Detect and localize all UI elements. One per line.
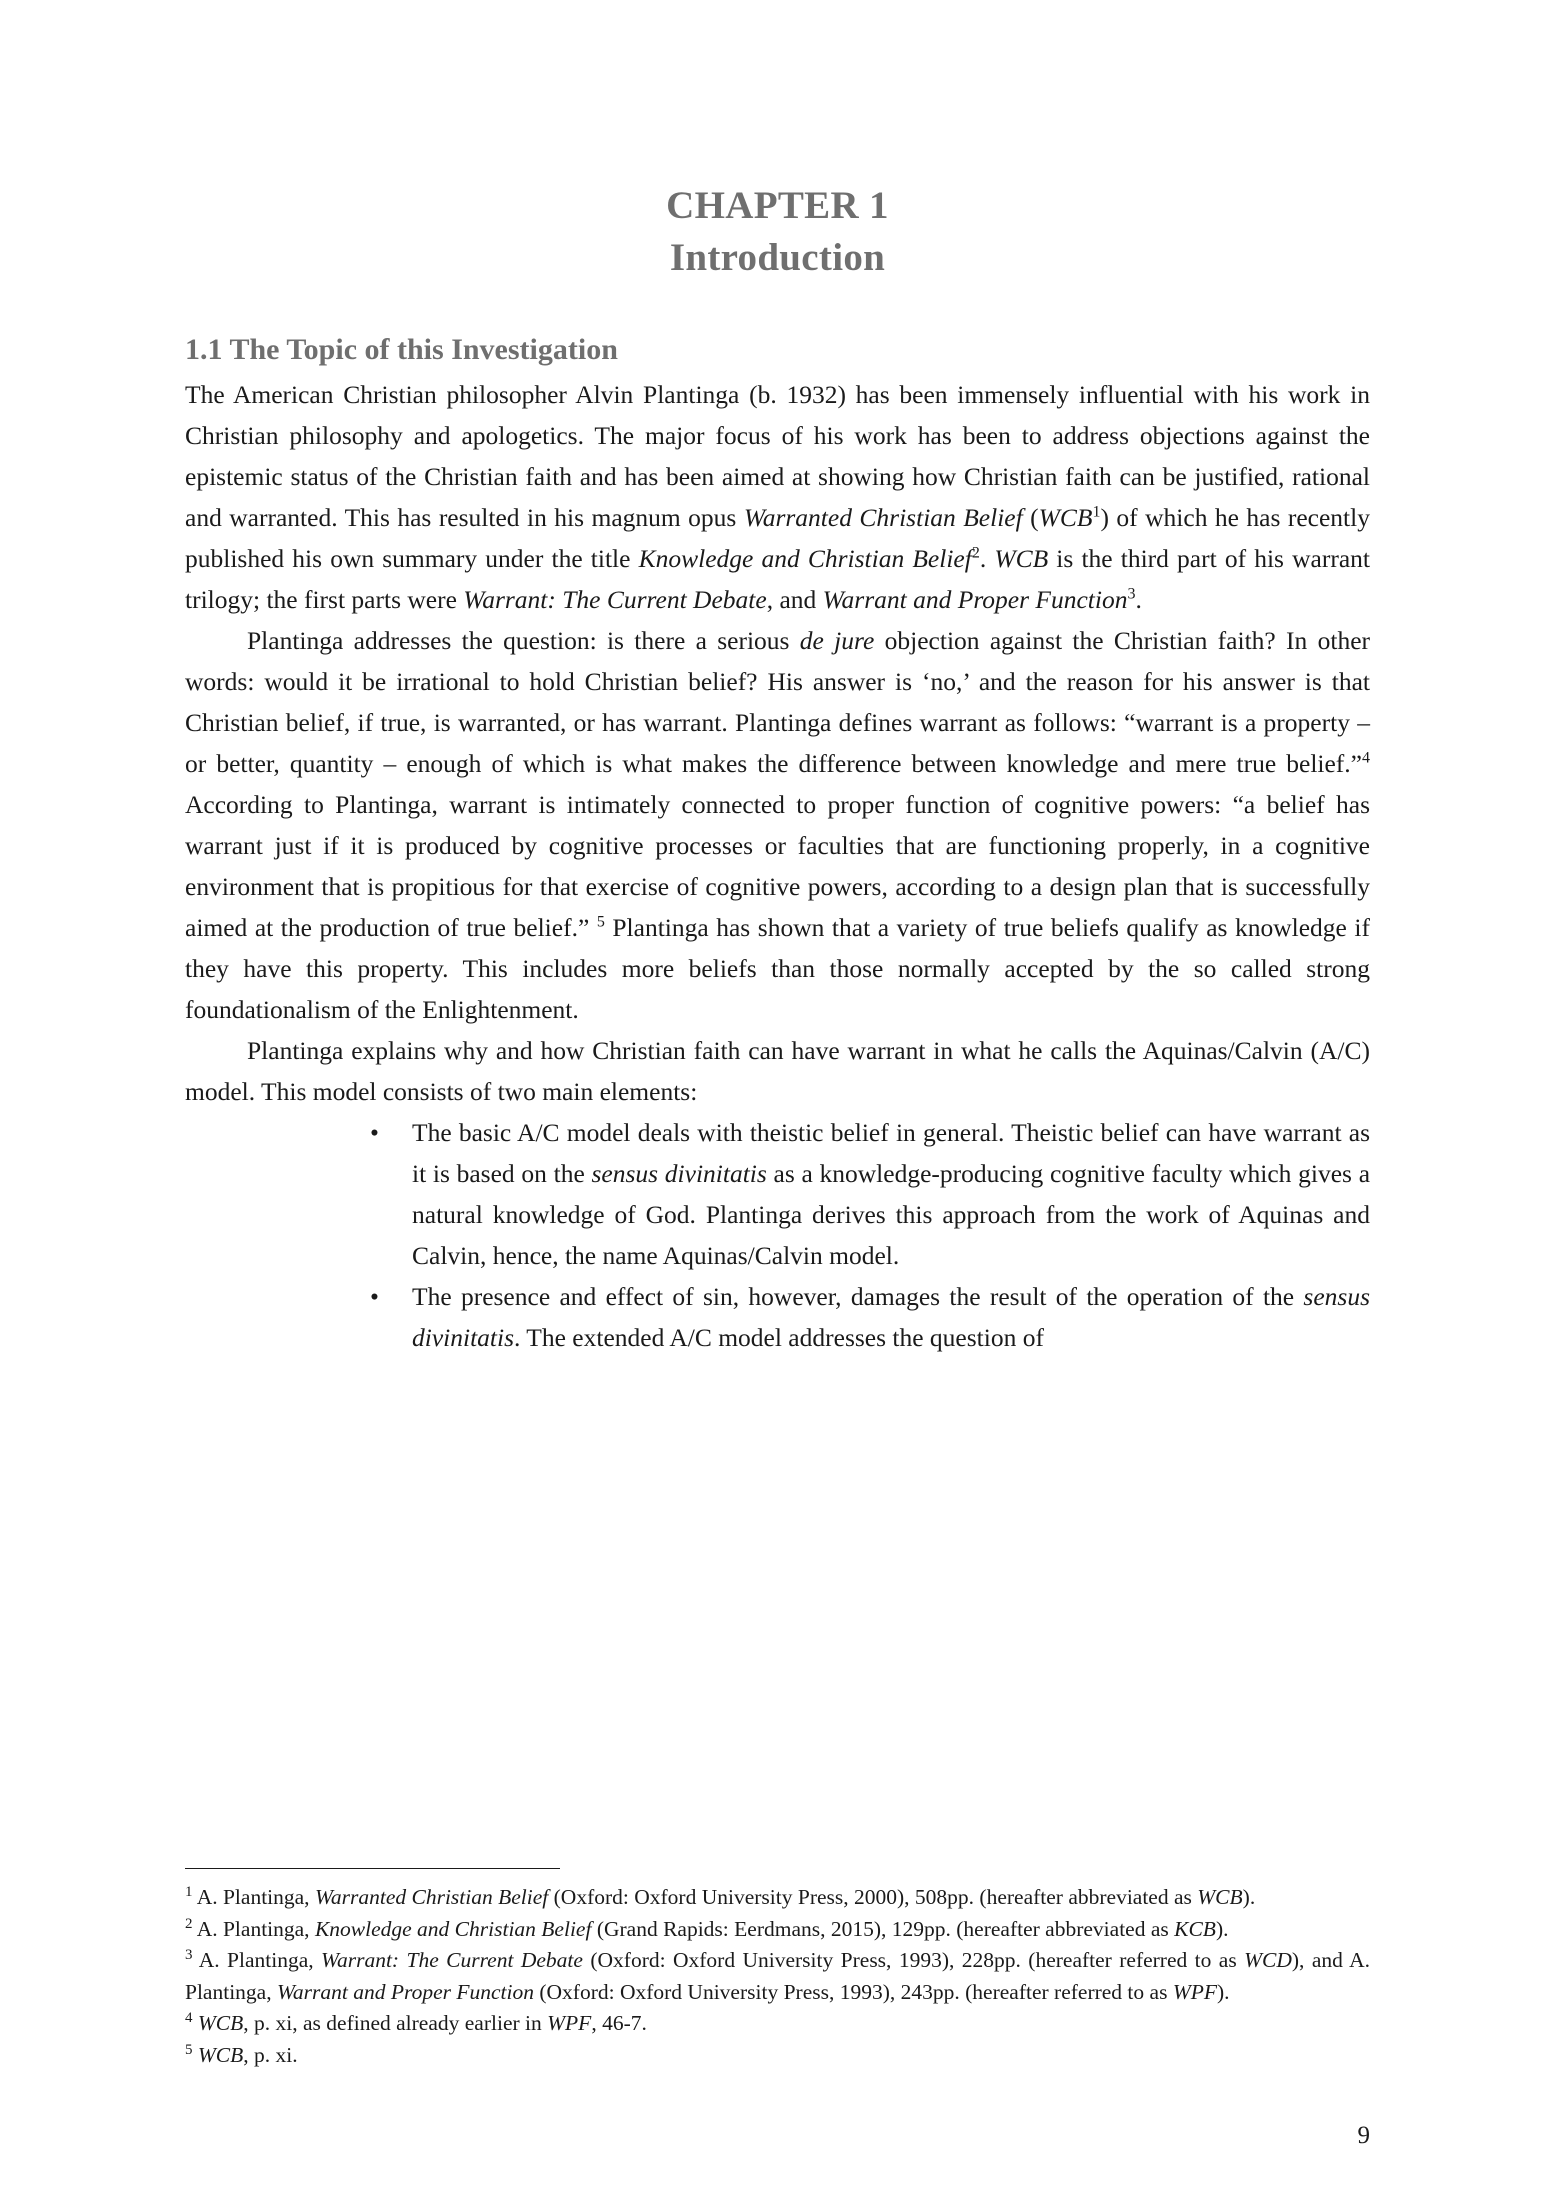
text-run: . The extended A/C model addresses the question of xyxy=(514,1323,1044,1352)
title-italic: Warranted Christian Belief xyxy=(314,1885,549,1909)
chapter-title: Introduction xyxy=(669,236,886,279)
term-sensus-divinitatis: sensus divinitatis xyxy=(591,1159,767,1188)
text-run: objection against the Christian faith? In other words: would it be irrational to hold Christian belief? His answer is ‘no,’ and the reason for his answer is that Christian belief, if true, is warranted, or has warrant. Plantinga defines warrant as follows: “warrant is a property – or better, quantity – enough of which is what makes the difference between knowledge and mere true belief.” xyxy=(185,626,1371,778)
text-run: A. Plantinga, xyxy=(192,1885,315,1909)
text-run: According to Plantinga, warrant is intimately connected to proper function of cognitive powers: “a belief has warrant just if it is produced by cognitive processes or faculties that are functioning properly, in a cognitive environment that is propitious for that exercise of cognitive powers, according to a design plan that is successfully aimed at the production of true belief.” xyxy=(185,790,1370,942)
text-run: ), and A. Plantinga, xyxy=(185,1948,1370,2004)
title-warrant-and-proper-function: Warrant and Proper Function xyxy=(822,585,1128,614)
text-run: . xyxy=(1135,585,1142,614)
footnote-3 xyxy=(185,1945,1370,2008)
list-item xyxy=(370,1112,1370,1276)
title-warrant-current-debate: Warrant: The Current Debate xyxy=(463,585,767,614)
abbrev-italic: WCB xyxy=(197,2042,244,2067)
footnote-4 xyxy=(185,2008,1370,2040)
paragraph-2 xyxy=(185,620,1370,1030)
text-run: , p. xi, as defined already earlier in xyxy=(243,2011,548,2035)
text-run: Plantinga has shown that a variety of true beliefs qualify as knowledge if they have this property. This includes more beliefs than those normally accepted by the so called strong foundationalism of the Enlightenment. xyxy=(185,913,1370,1024)
chapter-heading xyxy=(185,180,1370,284)
abbrev-wcb: WCB xyxy=(994,544,1049,573)
text-run: (Grand Rapids: Eerdmans, 2015), 129pp. (hereafter abbreviated as xyxy=(591,1916,1175,1941)
footnote-5 xyxy=(185,2040,1370,2072)
footnote-ref-1: 1 xyxy=(1092,503,1101,521)
footnote-ref-3: 3 xyxy=(1127,585,1136,603)
footnote-number: 3 xyxy=(185,1946,193,1963)
bullet-list xyxy=(185,1112,1370,1358)
footnote-2 xyxy=(185,1914,1370,1946)
text-run: ). xyxy=(1242,1885,1256,1909)
bullet-icon: • xyxy=(370,1118,379,1147)
title-italic: Warrant and Proper Function xyxy=(276,1979,534,2004)
footnote-ref-4: 4 xyxy=(1362,749,1370,767)
title-warranted-christian-belief: Warranted Christian Belief xyxy=(743,503,1023,532)
text-run: The basic A/C model deals with theistic belief in general. Theistic belief can have warrant as it is based on the xyxy=(412,1118,1370,1188)
text-run: A. Plantinga, xyxy=(192,1916,315,1941)
term-de-jure: de jure xyxy=(799,626,875,655)
text-run: (Oxford: Oxford University Press, 1993), 228pp. (hereafter referred to as xyxy=(582,1948,1245,1972)
text-run: The presence and effect of sin, however, damages the result of the operation of the xyxy=(412,1282,1304,1311)
title-italic: Warrant: The Current Debate xyxy=(321,1948,583,1972)
footnote-number: 2 xyxy=(185,1915,193,1932)
footnote-1 xyxy=(185,1882,1370,1914)
abbrev-italic: WPF xyxy=(547,2011,592,2035)
text-run: (Oxford: Oxford University Press, 1993), 243pp. (hereafter referred to as xyxy=(533,1979,1173,2004)
text-run: as a knowledge-producing cognitive faculty which gives a natural knowledge of God. Plantinga derives this approach from the work of Aquinas and Calvin, hence, the name Aquinas/Calvin model. xyxy=(412,1159,1371,1270)
footnote-number: 1 xyxy=(185,1883,193,1900)
footnote-ref-2: 2 xyxy=(971,544,980,562)
footnote-ref-5: 5 xyxy=(596,913,605,931)
text-run: Plantinga addresses the question: is there a serious xyxy=(247,626,800,655)
bullet-icon: • xyxy=(370,1282,379,1311)
abbrev-wcb: WCB xyxy=(1038,503,1093,532)
text-run: ) of which he has recently published his own summary under the title xyxy=(185,503,1370,573)
section-heading: 1.1 The Topic of this Investigation xyxy=(185,333,618,366)
title-knowledge-and-christian-belief: Knowledge and Christian Belief xyxy=(638,544,972,573)
abbrev-italic: WPF xyxy=(1172,1979,1217,2004)
text-run: ). xyxy=(1217,1979,1230,2004)
term-sensus-divinitatis: sensus divinitatis xyxy=(412,1282,1370,1352)
footnote-number: 5 xyxy=(185,2041,193,2058)
text-run: , 46-7. xyxy=(591,2011,647,2035)
text-run: , p. xi. xyxy=(243,2042,298,2067)
abbrev-italic: KCB xyxy=(1174,1916,1216,1941)
text-run: ). xyxy=(1215,1916,1229,1941)
text-run: ( xyxy=(1022,503,1039,532)
text-run: , and xyxy=(766,585,823,614)
text-run: (Oxford: Oxford University Press, 2000), 508pp. (hereafter abbreviated as xyxy=(548,1885,1198,1909)
footnote-area xyxy=(185,1868,1370,2071)
chapter-number: CHAPTER 1 xyxy=(666,184,889,227)
paragraph-1 xyxy=(185,374,1370,620)
title-italic: Knowledge and Christian Belief xyxy=(314,1916,592,1941)
text-run: A. Plantinga, xyxy=(192,1948,322,1972)
footnote-number: 4 xyxy=(185,2009,193,2026)
abbrev-italic: WCB xyxy=(197,2011,244,2035)
abbrev-italic: WCB xyxy=(1197,1885,1243,1909)
page-number: 9 xyxy=(1357,2122,1370,2149)
abbrev-italic: WCD xyxy=(1244,1948,1292,1972)
text-run: . xyxy=(979,544,995,573)
list-item xyxy=(370,1276,1370,1358)
footnote-separator xyxy=(185,1868,560,1869)
paragraph-3: Plantinga explains why and how Christian faith can have warrant in what he calls the Aquinas/Calvin (A/C) model. This model consists of two main elements: xyxy=(185,1036,1370,1106)
text-run: The American Christian philosopher Alvin Plantinga (b. 1932) has been immensely influential with his work in Christian philosophy and apologetics. The major focus of his work has been to address objections against the epistemic status of the Christian faith and has been aimed at showing how Christian faith can be justified, rational and warranted. This has resulted in his magnum opus xyxy=(185,380,1370,532)
text-run: is the third part of his warrant trilogy; the first parts were xyxy=(185,544,1370,614)
